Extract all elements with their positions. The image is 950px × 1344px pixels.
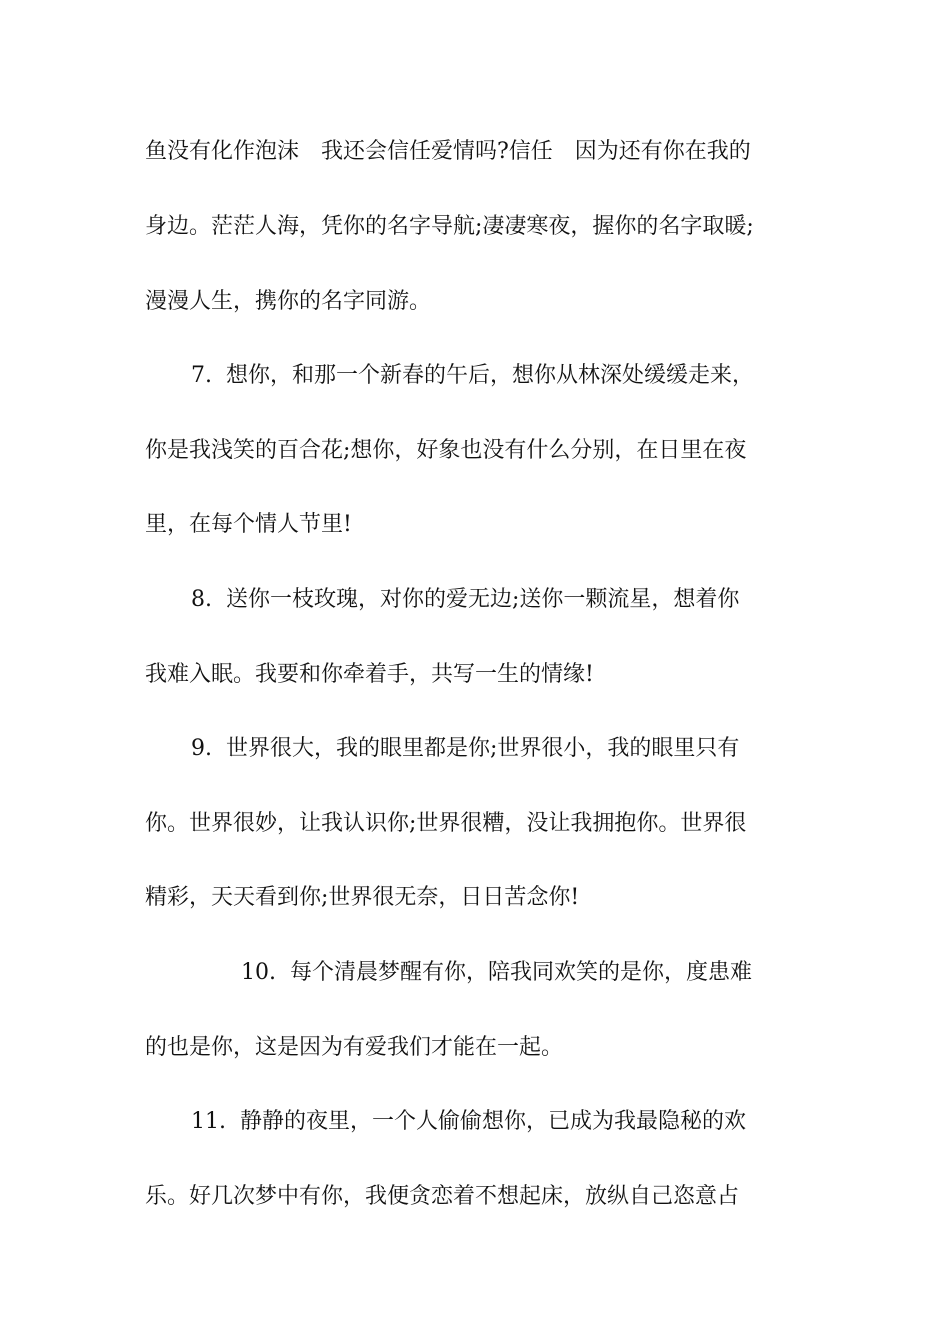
- text-line: 10. 每个清晨梦醒有你，陪我同欢笑的是你，度患难: [241, 960, 752, 985]
- text-line: 你。世界很妙，让我认识你;世界很糟，没让我拥抱你。世界很: [145, 811, 747, 836]
- text-line: 鱼没有化作泡沫 我还会信任爱情吗?信任 因为还有你在我的: [145, 139, 751, 164]
- text-line: 8. 送你一枝玫瑰，对你的爱无边;送你一颗流星，想着你: [191, 587, 740, 612]
- text-line: 的也是你，这是因为有爱我们才能在一起。: [145, 1035, 564, 1060]
- text-line: 乐。好几次梦中有你，我便贪恋着不想起床，放纵自己恣意占: [145, 1184, 740, 1209]
- text-line: 9. 世界很大，我的眼里都是你;世界很小，我的眼里只有: [191, 736, 740, 761]
- text-line: 身边。茫茫人海，凭你的名字导航;凄凄寒夜，握你的名字取暖;: [145, 214, 754, 239]
- text-line: 7. 想你，和那一个新春的午后，想你从林深处缓缓走来，: [191, 363, 754, 388]
- text-line: 你是我浅笑的百合花;想你，好象也没有什么分别，在日里在夜: [145, 438, 747, 463]
- text-line: 我难入眠。我要和你牵着手，共写一生的情缘!: [145, 662, 594, 687]
- text-line: 11. 静静的夜里，一个人偷偷想你，已成为我最隐秘的欢: [191, 1109, 746, 1134]
- text-line: 漫漫人生，携你的名字同游。: [145, 289, 432, 314]
- text-line: 精彩，天天看到你;世界很无奈，日日苦念你!: [145, 885, 580, 910]
- text-line: 里，在每个情人节里!: [145, 512, 352, 537]
